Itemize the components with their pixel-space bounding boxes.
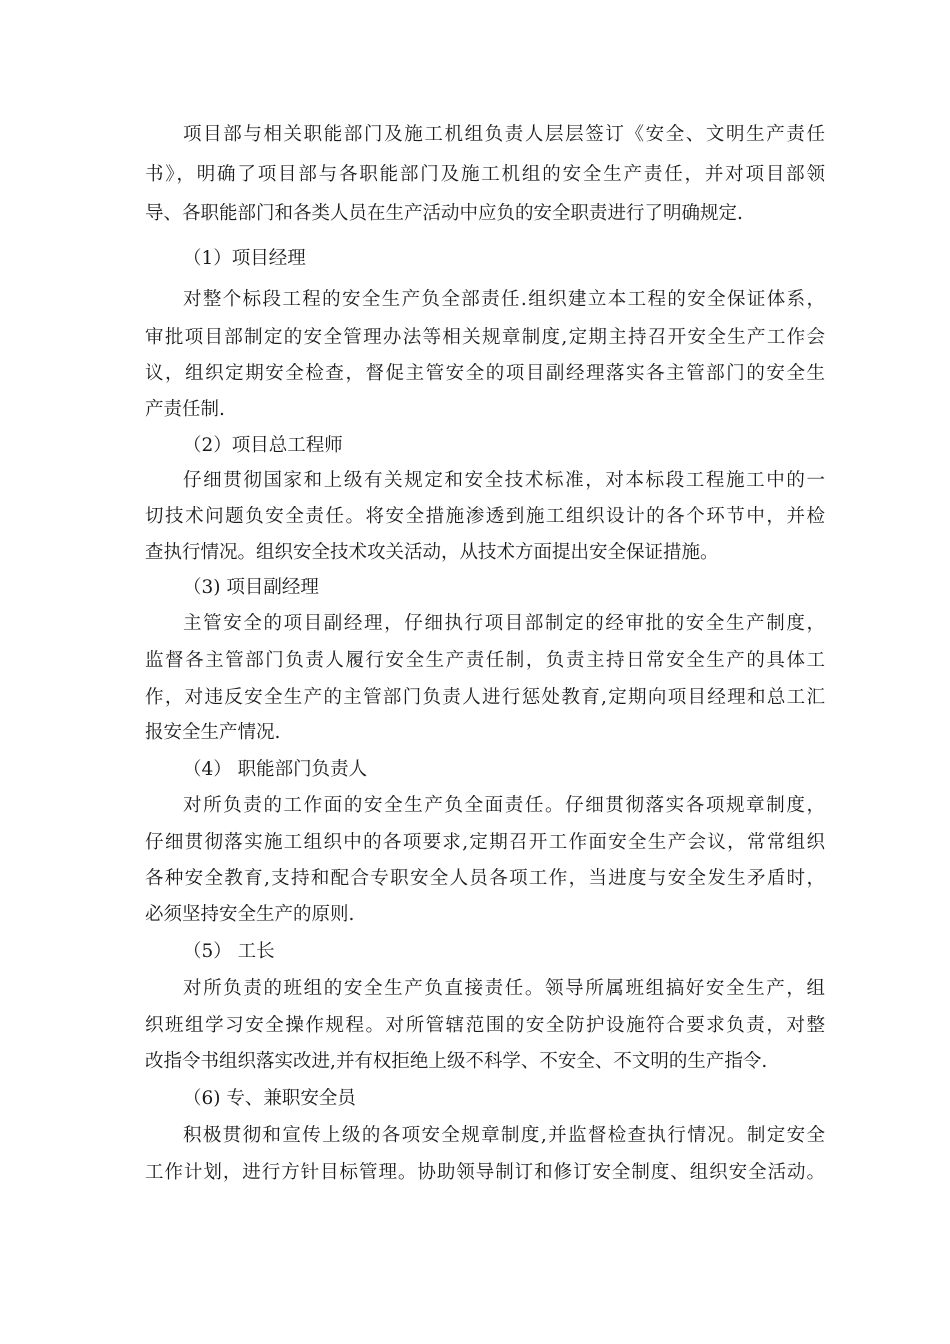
section-heading: （2）项目总工程师: [183, 435, 343, 456]
body-line: 报安全生产情况.: [145, 722, 281, 743]
section-heading: （3) 项目副经理: [183, 577, 319, 598]
body-line: 切技术问题负安全责任。将安全措施渗透到施工组织设计的各个环节中，并检: [145, 506, 825, 527]
body-line: 审批项目部制定的安全管理办法等相关规章制度,定期主持召开安全生产工作会: [145, 327, 825, 348]
body-line: 工作计划，进行方针目标管理。协助领导制订和修订安全制度、组织安全活动。: [145, 1162, 825, 1183]
body-line: 查执行情况。组织安全技术攻关活动，从技术方面提出安全保证措施。: [145, 542, 719, 563]
section-heading: （4） 职能部门负责人: [183, 759, 368, 780]
body-line: 积极贯彻和宣传上级的各项安全规章制度,并监督检查执行情况。制定安全: [183, 1125, 825, 1146]
body-line: 仔细贯彻落实施工组织中的各项要求,定期召开工作面安全生产会议，常常组织: [145, 832, 825, 853]
body-line: 对整个标段工程的安全生产负全部责任.组织建立本工程的安全保证体系，: [183, 289, 825, 310]
section-heading: （5） 工长: [183, 941, 275, 962]
body-line: 对所负责的工作面的安全生产负全面责任。仔细贯彻落实各项规章制度，: [183, 795, 825, 816]
body-line: 改指令书组织落实改进,并有权拒绝上级不科学、不安全、不文明的生产指令.: [145, 1051, 768, 1072]
body-line: 织班组学习安全操作规程。对所管辖范围的安全防护设施符合要求负责，对整: [145, 1015, 825, 1036]
intro-line: 导、各职能部门和各类人员在生产活动中应负的安全职责进行了明确规定.: [145, 203, 743, 224]
body-line: 对所负责的班组的安全生产负直接责任。领导所属班组搞好安全生产，组: [183, 978, 825, 999]
section-heading: （1）项目经理: [183, 248, 306, 269]
body-line: 各种安全教育,支持和配合专职安全人员各项工作，当进度与安全发生矛盾时，: [145, 868, 825, 889]
body-line: 议，组织定期安全检查，督促主管安全的项目副经理落实各主管部门的安全生: [145, 363, 825, 384]
body-line: 主管安全的项目副经理，仔细执行项目部制定的经审批的安全生产制度，: [183, 613, 825, 634]
body-line: 仔细贯彻国家和上级有关规定和安全技术标准，对本标段工程施工中的一: [183, 470, 825, 491]
intro-line: 书》，明确了项目部与各职能部门及施工机组的安全生产责任，并对项目部领: [145, 164, 825, 185]
body-line: 作，对违反安全生产的主管部门负责人进行惩处教育,定期向项目经理和总工汇: [145, 687, 825, 708]
intro-line: 项目部与相关职能部门及施工机组负责人层层签订《安全、文明生产责任: [183, 124, 825, 145]
section-heading: （6) 专、兼职安全员: [183, 1088, 356, 1109]
body-line: 产责任制.: [145, 399, 225, 420]
body-line: 必须坚持安全生产的原则.: [145, 904, 355, 925]
body-line: 监督各主管部门负责人履行安全生产责任制，负责主持日常安全生产的具体工: [145, 650, 825, 671]
